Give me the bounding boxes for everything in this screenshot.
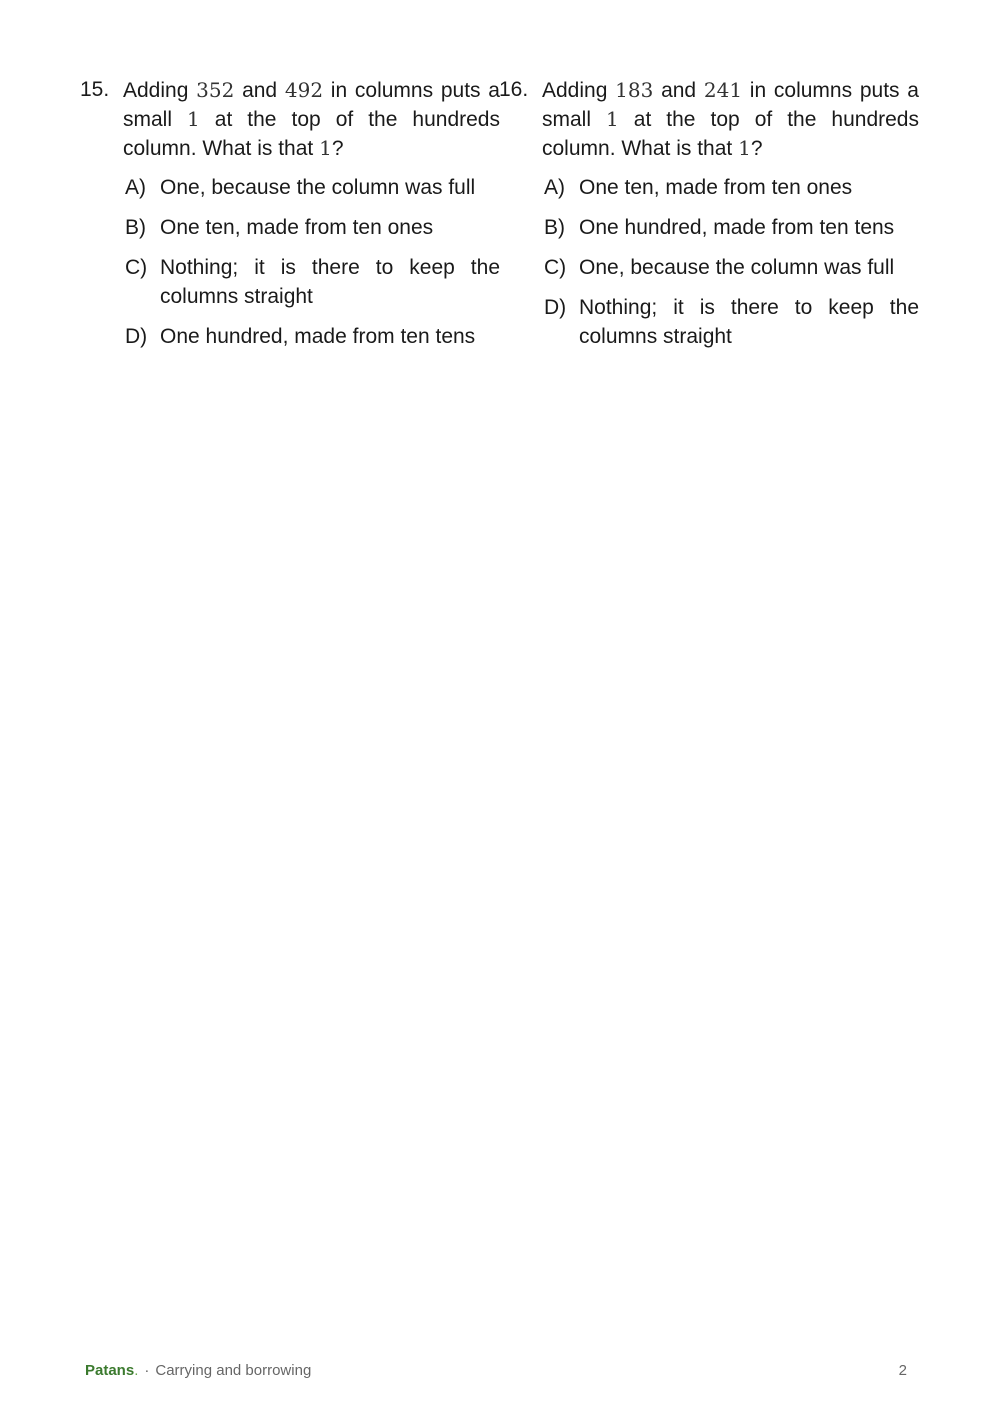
stem-number: 1: [738, 136, 751, 160]
stem-text: ?: [331, 137, 344, 160]
option-a[interactable]: [125, 173, 500, 202]
option-b[interactable]: [125, 213, 500, 242]
option-c[interactable]: [125, 253, 500, 311]
question-stem: [80, 76, 500, 163]
option-letter: A): [125, 176, 146, 199]
answer-options: [80, 173, 500, 351]
stem-text: at the top of the hundreds column. What is that: [123, 108, 500, 160]
option-letter: D): [125, 325, 148, 348]
option-b[interactable]: [544, 213, 919, 242]
option-letter: A): [544, 176, 565, 199]
option-a[interactable]: [544, 173, 919, 202]
question-16: [499, 76, 919, 362]
option-d[interactable]: [125, 322, 500, 351]
stem-text: in columns puts a small: [123, 79, 500, 131]
stem-text: ?: [750, 137, 763, 160]
option-letter: C): [125, 256, 148, 279]
option-text: One hundred, made from ten tens: [579, 216, 895, 239]
option-letter: D): [544, 296, 567, 319]
stem-number: 1: [606, 107, 619, 131]
option-d[interactable]: [544, 293, 919, 351]
option-text: One, because the column was full: [579, 256, 895, 279]
question-number: 16.: [499, 78, 529, 101]
option-text: One ten, made from ten ones: [579, 176, 853, 199]
question-15: [80, 76, 500, 362]
option-text: Nothing; it is there to keep the columns straight: [160, 256, 500, 308]
section-title: Carrying and borrowing: [155, 1362, 312, 1379]
stem-number: 1: [187, 107, 200, 131]
stem-text: at the top of the hundreds column. What is that: [542, 108, 919, 160]
option-letter: B): [544, 216, 565, 239]
stem-number: 492: [284, 78, 324, 102]
option-text: One ten, made from ten ones: [160, 216, 434, 239]
option-text: Nothing; it is there to keep the columns straight: [579, 296, 919, 348]
option-c[interactable]: [544, 253, 919, 282]
answer-options: [499, 173, 919, 351]
page-number: 2: [898, 1362, 907, 1379]
brand-dot: .: [134, 1362, 139, 1379]
page-footer: [85, 1362, 907, 1379]
brand-name: Patans: [85, 1362, 135, 1379]
question-stem: [499, 76, 919, 163]
stem-text: and: [653, 79, 704, 102]
footer-separator: ·: [144, 1362, 150, 1379]
option-letter: C): [544, 256, 567, 279]
stem-text: Adding: [542, 79, 616, 102]
stem-number: 241: [703, 78, 743, 102]
stem-text: Adding: [123, 79, 197, 102]
stem-number: 183: [615, 78, 654, 102]
stem-number: 1: [319, 136, 332, 160]
stem-text: in columns puts a small: [542, 79, 919, 131]
stem-text: and: [234, 79, 285, 102]
option-text: One, because the column was full: [160, 176, 476, 199]
stem-number: 352: [196, 78, 235, 102]
option-text: One hundred, made from ten tens: [160, 325, 476, 348]
question-number: 15.: [80, 78, 110, 101]
option-letter: B): [125, 216, 146, 239]
